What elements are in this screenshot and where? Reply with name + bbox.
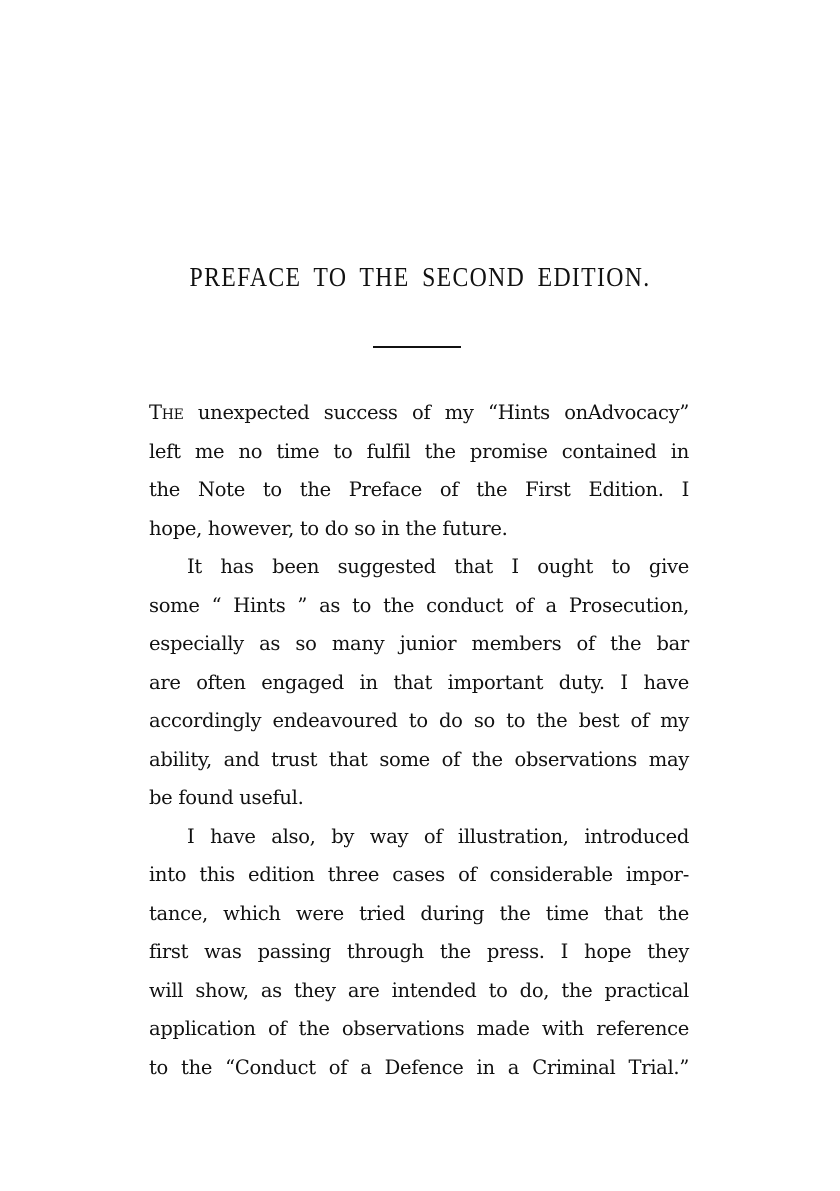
text-line: accordingly endeavoured to do so to the best of my xyxy=(149,709,689,732)
text-line: will show, as they are intended to do, the practical xyxy=(149,978,689,1002)
text-line: The unexpected success of my “Hints onAdvocacy” xyxy=(149,401,689,424)
text-line: first was passing through the press. I hope they xyxy=(149,940,689,963)
text-line: ability, and trust that some of the observations may xyxy=(149,747,689,771)
paragraph-2 xyxy=(149,548,689,818)
title-divider xyxy=(373,346,461,348)
text-line: left me no time to fulfil the promise contained in xyxy=(149,439,689,463)
text-line: some “ Hints ” as to the conduct of a Prosecution, xyxy=(149,593,689,617)
text-line: It has been suggested that I ought to give xyxy=(187,555,689,578)
paragraph-3 xyxy=(149,818,689,1088)
text-line: hope, however, to do so in the future. xyxy=(149,516,508,540)
text-line: the Note to the Preface of the First Edition. I xyxy=(149,478,689,501)
preface-body xyxy=(149,394,689,1087)
text-line: to the “Conduct of a Defence in a Criminal Trial.” xyxy=(149,1055,689,1079)
text-line: application of the observations made with reference xyxy=(149,1017,689,1040)
text-line: are often engaged in that important duty. I have xyxy=(149,670,689,694)
paragraph-1 xyxy=(149,394,689,548)
text-line: into this edition three cases of considerable impor- xyxy=(149,863,689,886)
text-line: especially as so many junior members of the bar xyxy=(149,632,689,655)
text-line: be found useful. xyxy=(149,786,304,809)
drop-lead-word: The xyxy=(149,401,184,424)
text-line: tance, which were tried during the time that the xyxy=(149,901,689,925)
text-line: I have also, by way of illustration, introduced xyxy=(187,824,689,848)
page-title: PREFACE TO THE SECOND EDITION. xyxy=(189,262,651,292)
